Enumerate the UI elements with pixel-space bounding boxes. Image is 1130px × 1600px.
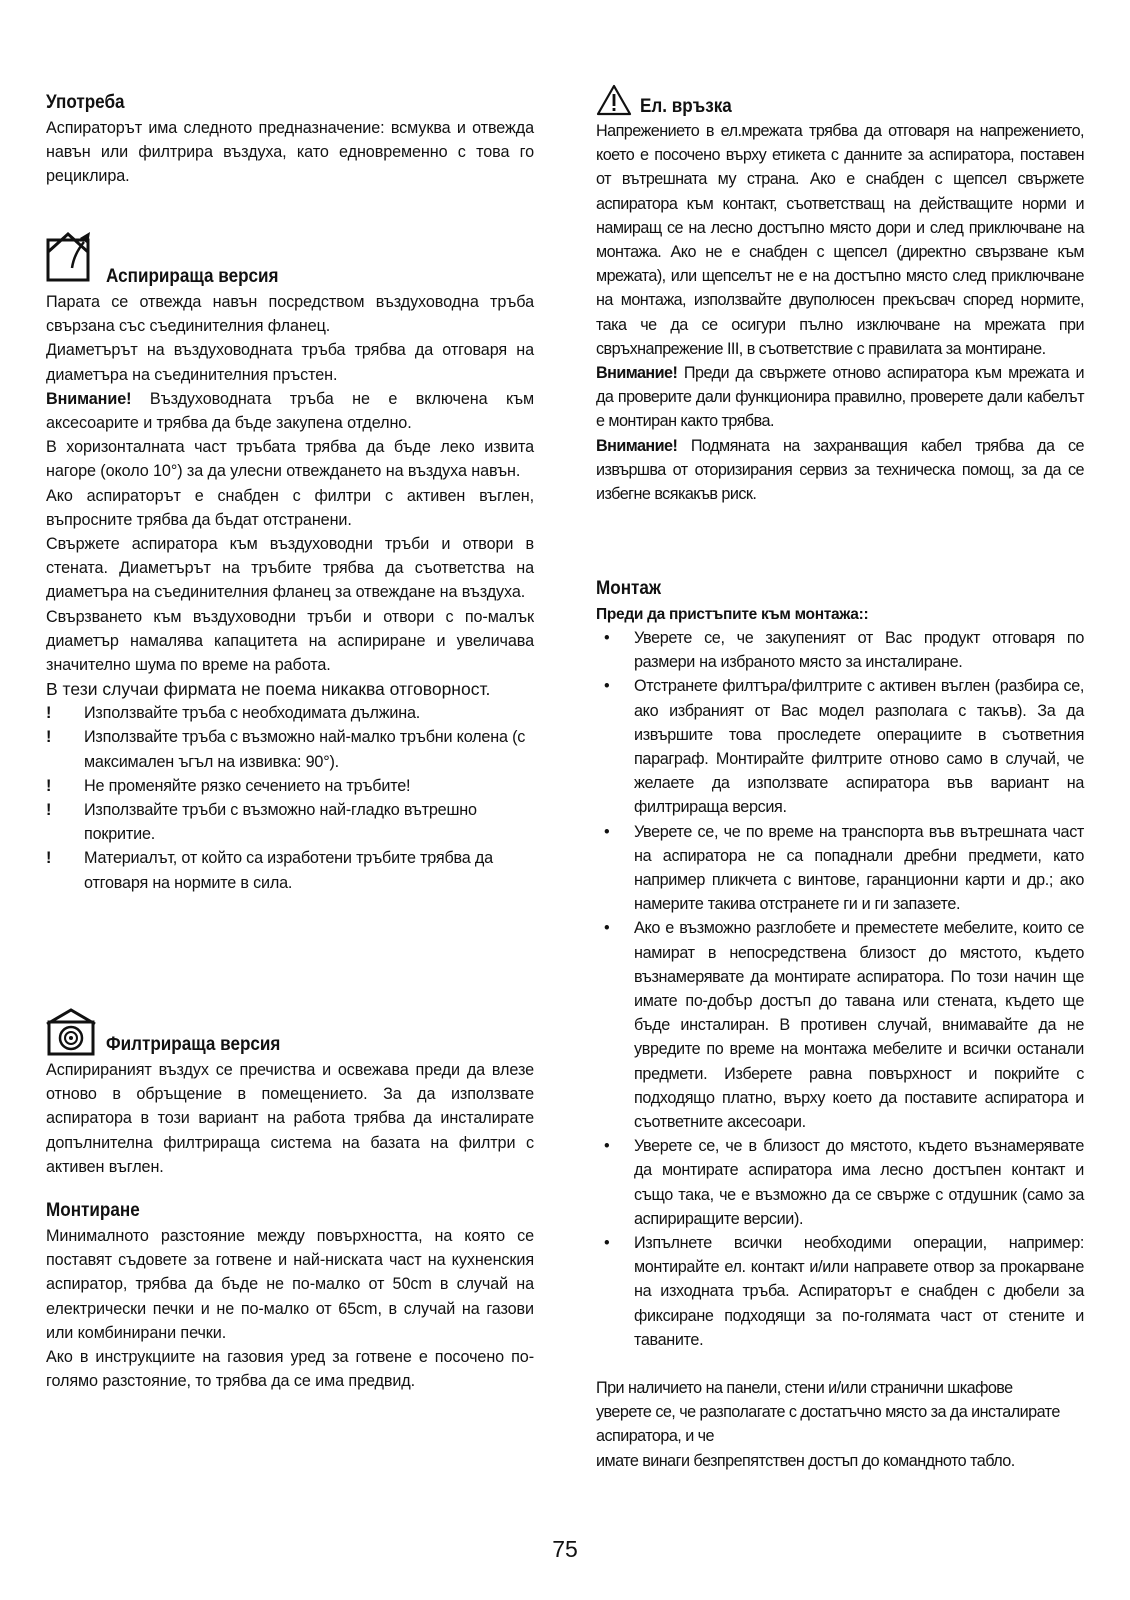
aspirating-p7: Свързването към въздуховодни тръби и отвори с по-малък диаметър намалява капацитета на аспириране и увеличава значително шума по време на работа. bbox=[46, 607, 534, 675]
list-item: • Уверете се, че закупеният от Вас продукт отговаря по размери на избраното място за инсталиране. bbox=[604, 629, 1084, 672]
electric-p3-text: Подмяната на захранващия кабел трябва да се извършва от оторизирания сервиз за техническа помощ, за да се избегне всякакъв риск. bbox=[596, 436, 1084, 504]
list-item: • Уверете се, че по време на транспорта във вътрешната част на аспиратора не са попаднали дребни предмети, като например пликчета с винтове, гаранционни карти и др.; ако намерите такива отстранете ги и ги запазете. bbox=[604, 822, 1084, 914]
electric-title: Ел. връзка bbox=[640, 96, 732, 117]
aspirating-p5: Ако аспираторът е снабден с филтри с активен въглен, въпросните трябва да бъдат отстранени. bbox=[46, 486, 534, 529]
montage-subtitle: Преди да пристъпите към монтажа:: bbox=[596, 606, 869, 623]
montage-footer bbox=[596, 1376, 1066, 1473]
montage-footer-2: имате винаги безпрепятствен достъп до командното табло. bbox=[596, 1451, 1015, 1470]
mounting-p1: Минималното разстояние между повърхността, на която се поставят съдовете за готвене и най-ниската част на кухненския аспиратор, трябва да бъде не по-малко от 50cm в случай на електрически печки и не по-малко от 65cm, в случай на газови или комбинирани печки. bbox=[46, 1227, 534, 1342]
mounting-title: Монтиране bbox=[46, 1200, 140, 1221]
list-item: • Ако е възможно разглобете и преместете мебелите, които се намират в непосредствена близост до мястото, където възнамерявате да монтирате аспиратора. По този начин ще имате по-добър достъп до тавана или стената, където ще бъде инсталиран. В противен случай, внимавайте да не увредите по време на монтажа мебелите и всички останали предмети. Изберете равна повърхност и покрийте с подходящо платно, върху което да поставите аспиратора и съответните аксесоари. bbox=[604, 919, 1084, 1132]
attention-label: Внимание! bbox=[46, 389, 132, 408]
aspirating-p2: Диаметърът на въздуховодната тръба трябва да отговаря на диаметъра на съединителния пръстен. bbox=[46, 341, 534, 384]
warnings-list bbox=[46, 701, 534, 895]
aspirating-p8: В тези случаи фирмата не поема никаква отговорност. bbox=[46, 679, 491, 700]
attention-label: Внимание! bbox=[596, 436, 678, 455]
usage-text: Аспираторът има следното предназначение: всмуква и отвежда навън или филтрира въздуха, като едновременно с това го рециклира. bbox=[46, 119, 534, 186]
mounting-p2: Ако в инструкциите на газовия уред за готвене е посочено по-голямо разстояние, то трябва да се има предвид. bbox=[46, 1348, 534, 1391]
aspirating-p4: В хоризонталната част тръбата трябва да бъде леко извита нагоре (около 10°) за да улесни отвеждането на въздуха навън. bbox=[46, 438, 534, 481]
electric-p2-text: Преди да свържете отново аспиратора към мрежата и да проверите дали функционира правилно, проверете дали кабелът е монтиран както трябва. bbox=[596, 364, 1084, 431]
warning-item: ! Използвайте тръба с необходимата дължина. bbox=[46, 704, 421, 723]
mounting-section bbox=[46, 1200, 534, 1393]
list-item: • Изпълнете всички необходими операции, например: монтирайте ел. контакт и/или направете отвор за прокарване на изходната тръба. Аспираторът е снабден с дюбели за фиксиране подходящи за по-голямата част от стените и таваните. bbox=[604, 1234, 1084, 1349]
electric-p2 bbox=[596, 361, 1084, 434]
warning-item: ! Материалът, от който са изработени тръбите трябва да отговаря на нормите в сила. bbox=[46, 849, 493, 892]
montage-bullets bbox=[596, 626, 1084, 1352]
filtering-text: Аспирираният въздух се пречиства и освежава преди да влезе отново в обръщение в помещението. За да използвате аспиратора в този вариант на работа трябва да инсталирате допълнителна филтрираща система на базата на филтри с активен въглен. bbox=[46, 1061, 534, 1176]
warning-item: ! Използвайте тръби с възможно най-гладко вътрешно покритие. bbox=[46, 801, 477, 844]
aspirating-section bbox=[46, 266, 534, 895]
filtering-title: Филтрираща версия bbox=[106, 1034, 281, 1055]
aspirating-p1: Парата се отвежда навън посредством въздуховодна тръба свързана със съединителния фланец. bbox=[46, 293, 534, 336]
usage-title: Употреба bbox=[46, 92, 125, 113]
electric-p1: Напрежението в ел.мрежата трябва да отговаря на напрежението, което е посочено върху етикета с данните за аспиратора, поставен от вътрешната му страна. Ако е снабден с щепсел свържете аспиратора към контакт, съответстващ на действащите норми и намиращ се на лесно достъпно място дори и след приключване на монтажа. Ако не е снабден с щепсел (директно свързване към мрежата), или щепселът не е на достъпно място след приключване на монтажа, използвайте двуполюсен прекъсвач според нормите, така че да се осигури пълно изключване на мрежата при свръхнапрежение III, в съответствие с правилата за монтиране. bbox=[596, 122, 1084, 358]
list-item: • Уверете се, че в близост до мястото, където възнамерявате да монтирате аспиратора има лесно достъпен контакт и също така, че е възможно да се свърже с отдушник (само за аспириращите версии). bbox=[604, 1137, 1084, 1228]
montage-footer-1: При наличието на панели, стени и/или странични шкафове уверете се, че разполагате с достатъчно място за да инсталирате аспиратора, и че bbox=[596, 1379, 1060, 1446]
warning-item: ! Не променяйте рязко сечението на тръбите! bbox=[46, 776, 411, 795]
aspirating-p6: Свържете аспиратора към въздуховодни тръби и отвори в стената. Диаметърът на тръбите трябва да съответства на диаметъра на съединителния фланец за отвеждане на въздуха. bbox=[46, 535, 534, 602]
aspirating-p3-text: Въздуховодната тръба не е включена към аксесоарите и трябва да бъде закупена отделно. bbox=[46, 389, 534, 433]
usage-section bbox=[46, 92, 534, 189]
montage-title: Монтаж bbox=[596, 578, 662, 599]
montage-section bbox=[596, 578, 1084, 1352]
attention-label: Внимание! bbox=[596, 364, 678, 383]
electric-section bbox=[596, 96, 1084, 506]
aspirating-p3 bbox=[46, 387, 534, 435]
electric-p3 bbox=[596, 434, 1084, 507]
warning-item: ! Използвайте тръба с възможно най-малко тръбни колена (с максимален ъгъл на извивка: 90°). bbox=[46, 728, 526, 771]
filtering-section bbox=[46, 1034, 534, 1179]
aspirating-title: Аспирираща версия bbox=[106, 266, 279, 287]
list-item: • Отстранете филтъра/филтрите с активен въглен (разбира се, ако избраният от Вас модел разполага с такъв). За да извършите това проследете операциите в съответния параграф. Монтирайте филтрите отново само в случай, че желаете да използвате аспиратора във вариант на филтрираща версия. bbox=[604, 677, 1084, 817]
page-number: 75 bbox=[552, 1536, 578, 1562]
